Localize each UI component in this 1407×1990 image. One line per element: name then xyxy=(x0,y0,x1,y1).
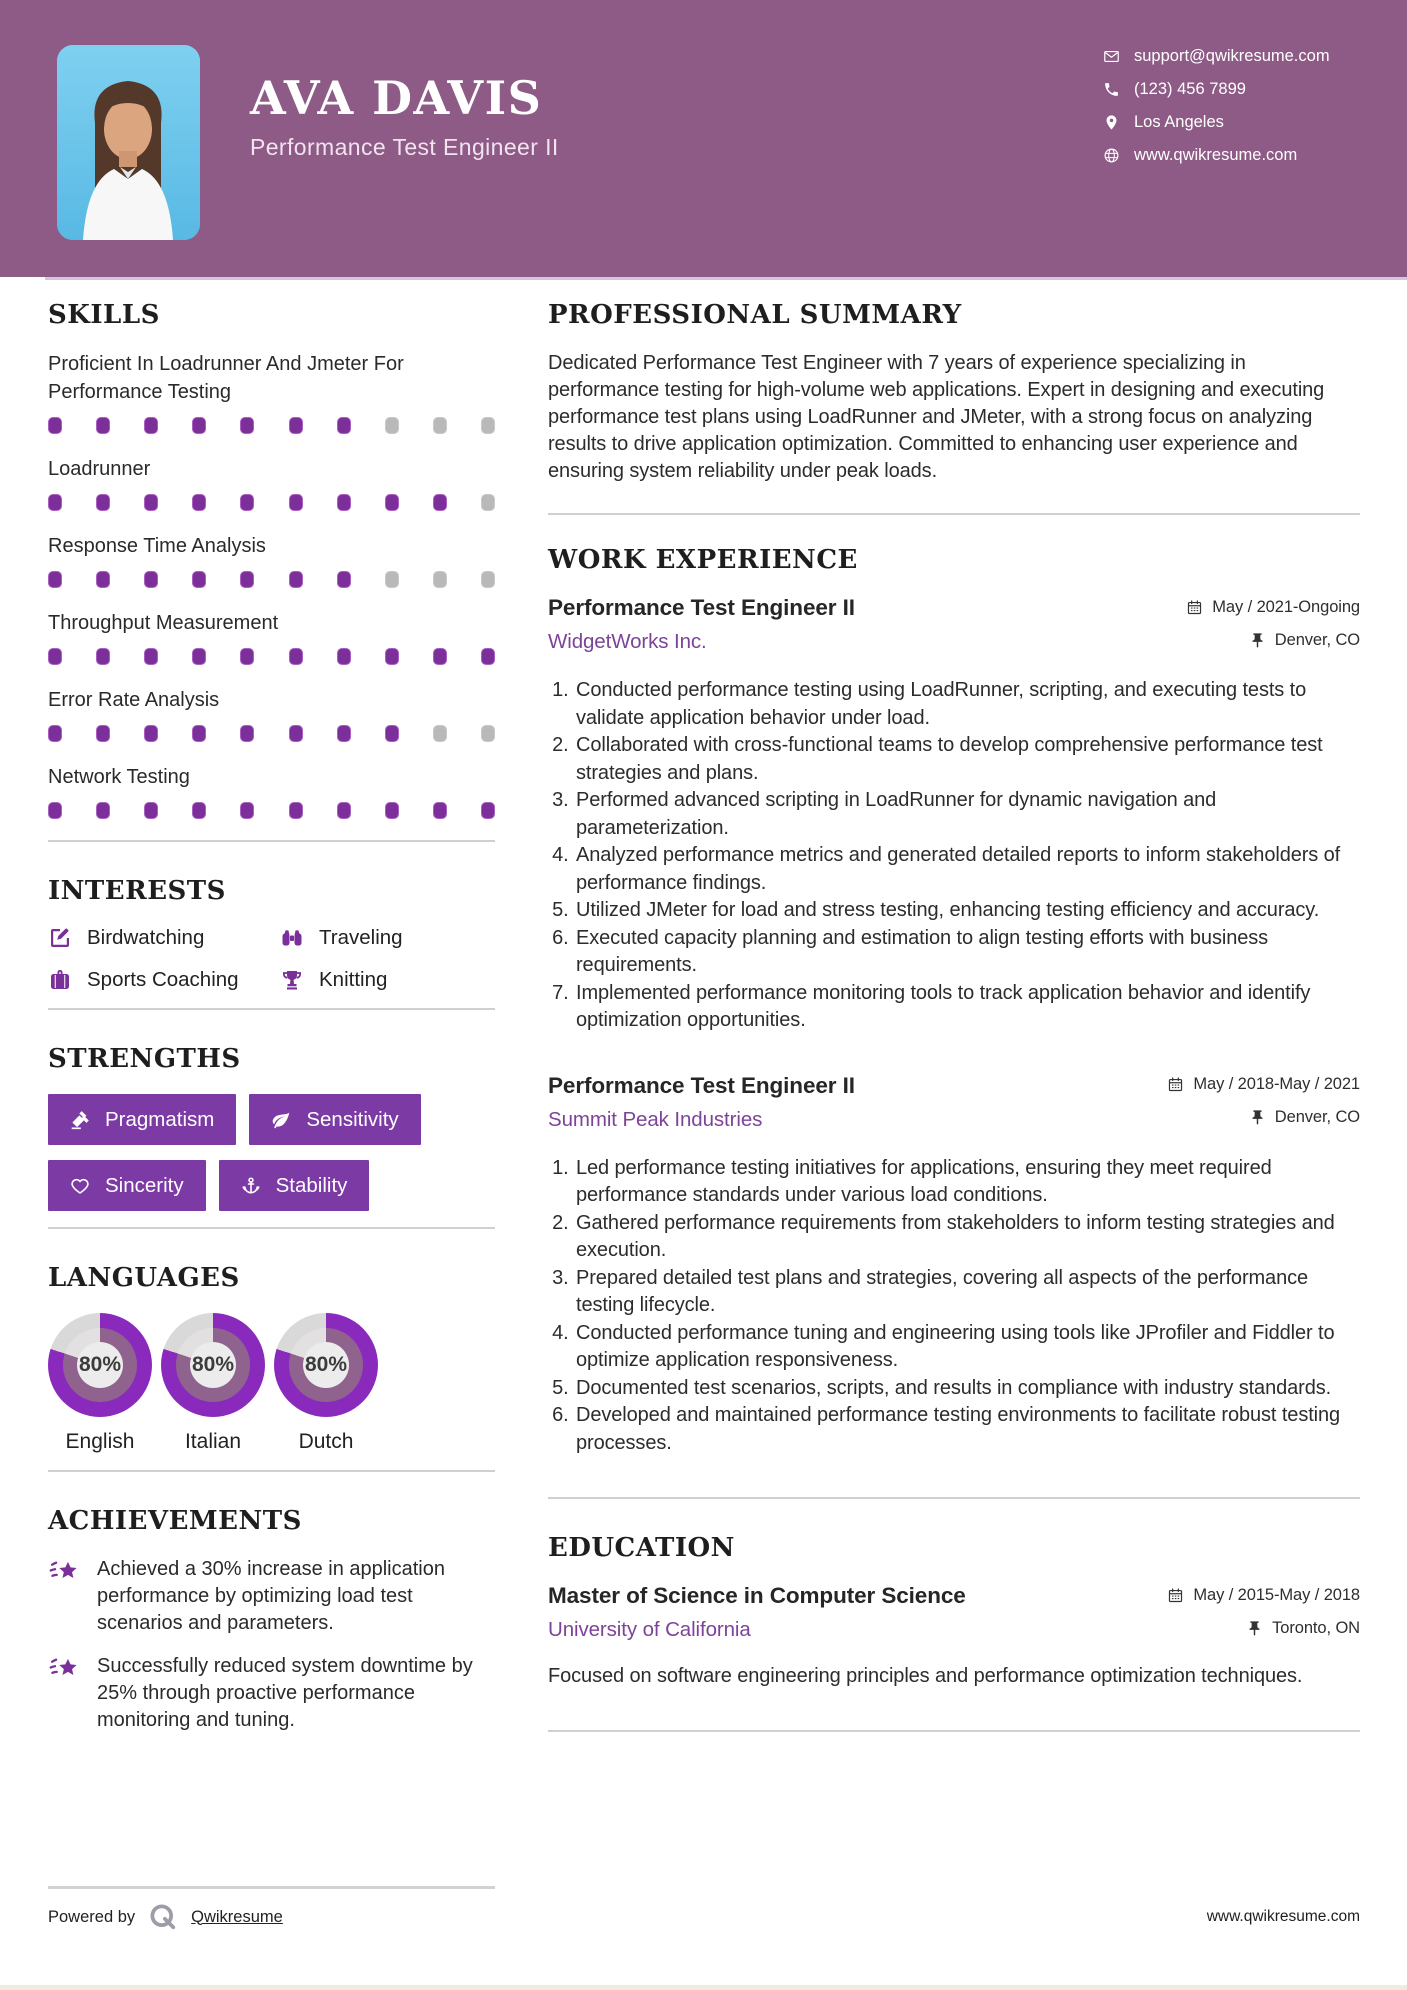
summary-heading: PROFESSIONAL SUMMARY xyxy=(548,300,962,330)
interest-label: Birdwatching xyxy=(87,926,205,949)
strength-label: Sensitivity xyxy=(306,1107,399,1131)
strength-label: Pragmatism xyxy=(105,1107,215,1131)
job-entry xyxy=(548,595,1360,1035)
rating-dot xyxy=(433,648,447,665)
interest-item xyxy=(48,968,280,992)
skill-label: Response Time Analysis xyxy=(48,535,266,557)
powered-by-label: Powered by xyxy=(48,1907,136,1926)
rating-dot xyxy=(433,802,447,819)
rating-dot xyxy=(289,725,303,742)
heart-icon xyxy=(70,1176,90,1196)
contact-text: (123) 456 7899 xyxy=(1134,80,1246,98)
achievements-list xyxy=(48,1556,495,1734)
languages-heading: LANGUAGES xyxy=(48,1263,240,1293)
job-bullet: 1. Conducted performance testing using LoadRunner, scripting, and executing tests to validate application behavior under load. xyxy=(574,677,1360,732)
rating-dot xyxy=(96,494,110,511)
footer-website[interactable]: www.qwikresume.com xyxy=(1206,1908,1360,1925)
skill-rating xyxy=(48,648,495,665)
contact-item[interactable] xyxy=(1103,139,1330,172)
job-head-left xyxy=(548,595,855,654)
divider xyxy=(48,840,495,842)
language-item xyxy=(274,1313,378,1454)
job-title: Performance Test Engineer II xyxy=(548,1072,855,1098)
interest-label: Sports Coaching xyxy=(87,968,239,991)
language-donut-chart xyxy=(274,1313,378,1417)
job-bullet: 2. Collaborated with cross-functional teams to develop comprehensive performance test strategies and plans. xyxy=(574,732,1360,787)
skill-label: Error Rate Analysis xyxy=(48,689,220,711)
language-donut-chart xyxy=(48,1313,152,1417)
candidate-name: AVA DAVIS xyxy=(250,71,543,125)
envelope-icon xyxy=(1103,48,1120,65)
rating-dot xyxy=(240,648,254,665)
rating-dot xyxy=(192,725,206,742)
header xyxy=(0,0,1407,277)
profile-photo-image xyxy=(57,45,200,240)
language-donut-chart xyxy=(161,1313,265,1417)
divider xyxy=(48,1227,495,1229)
school-name[interactable]: University of California xyxy=(548,1618,751,1641)
job-bullet: 4. Analyzed performance metrics and generated detailed reports to inform stakeholders of performance findings. xyxy=(574,842,1360,897)
achievements-heading: ACHIEVEMENTS xyxy=(48,1506,302,1536)
rating-dot xyxy=(48,648,62,665)
interest-label: Traveling xyxy=(319,926,403,949)
strength-label: Stability xyxy=(275,1173,348,1197)
rating-dot xyxy=(192,802,206,819)
rating-dot xyxy=(337,494,351,511)
divider xyxy=(48,1008,495,1010)
interest-item xyxy=(280,926,495,950)
contact-text: support@qwikresume.com xyxy=(1134,47,1330,65)
interest-item xyxy=(280,968,495,992)
briefcase-icon xyxy=(48,968,72,992)
rating-dot xyxy=(96,725,110,742)
rating-dot xyxy=(144,494,158,511)
achievement-item xyxy=(48,1653,495,1734)
rating-dot xyxy=(433,417,447,434)
rating-dot xyxy=(481,802,495,819)
rating-dot xyxy=(337,417,351,434)
phone-icon xyxy=(1103,81,1120,98)
rating-dot xyxy=(240,571,254,588)
language-name: English xyxy=(65,1430,135,1453)
rating-dot xyxy=(96,648,110,665)
calendar-icon xyxy=(1167,1587,1184,1604)
binoculars-icon xyxy=(280,926,304,950)
contact-list xyxy=(1103,40,1330,172)
achievement-text: Successfully reduced system downtime by 25% through proactive performance monitoring and tuning. xyxy=(97,1655,473,1731)
shooting-star-icon xyxy=(48,1557,81,1590)
footer-divider xyxy=(48,1886,495,1889)
job-location: Denver, CO xyxy=(1274,630,1360,649)
skill-item xyxy=(48,686,495,742)
job-location: Denver, CO xyxy=(1274,1108,1360,1126)
skill-rating xyxy=(48,571,495,588)
rating-dot xyxy=(96,571,110,588)
interest-item xyxy=(48,926,280,950)
language-percent: 80% xyxy=(190,1342,236,1388)
rating-dot xyxy=(144,725,158,742)
interest-label: Knitting xyxy=(319,968,388,991)
skill-item xyxy=(48,455,495,511)
language-item xyxy=(48,1313,152,1454)
skill-rating xyxy=(48,802,495,819)
qwikresume-link[interactable]: Qwikresume xyxy=(191,1907,283,1926)
pushpin-icon xyxy=(1246,1620,1263,1637)
skill-label: Throughput Measurement xyxy=(48,612,279,634)
rating-dot xyxy=(385,648,399,665)
skill-label: Network Testing xyxy=(48,766,190,788)
pushpin-icon xyxy=(1249,632,1266,649)
strengths-section xyxy=(48,1044,495,1211)
calendar-icon xyxy=(1167,1076,1184,1093)
divider xyxy=(548,1730,1360,1732)
rating-dot xyxy=(48,494,62,511)
job-bullet: 7. Implemented performance monitoring tools to track application behavior and identify optimization opportunities. xyxy=(574,980,1360,1035)
divider xyxy=(548,513,1360,515)
job-bullet: 3. Prepared detailed test plans and strategies, covering all aspects of the performance testing lifecycle. xyxy=(574,1265,1360,1320)
pushpin-icon xyxy=(1246,1620,1263,1637)
rating-dot xyxy=(481,494,495,511)
skill-rating xyxy=(48,417,495,434)
rating-dot xyxy=(144,571,158,588)
rating-dot xyxy=(96,417,110,434)
education-dates-row xyxy=(1167,1583,1360,1607)
rating-dot xyxy=(385,417,399,434)
rating-dot xyxy=(337,725,351,742)
footer-row xyxy=(48,1902,1360,1932)
job-meta xyxy=(1186,595,1360,661)
summary-text: Dedicated Performance Test Engineer with 7 years of experience specializing in performance testing for high-volume web applications. Expert in designing and executing performance test plans using LoadRunner and JMeter, with a strong focus on analyzing results to drive application optimization. Committed to enhancing user experience and ensuring system reliability under peak loads. xyxy=(548,352,1325,482)
rating-dot xyxy=(337,571,351,588)
rating-dot xyxy=(240,725,254,742)
contact-item xyxy=(1103,106,1330,139)
strengths-list xyxy=(48,1094,495,1211)
rating-dot xyxy=(289,417,303,434)
skill-item xyxy=(48,350,495,434)
strength-badge xyxy=(48,1160,206,1211)
sidebar xyxy=(48,300,495,1750)
education-location: Toronto, ON xyxy=(1272,1618,1360,1637)
job-bullet: 5. Documented test scenarios, scripts, and results in compliance with industry standards. xyxy=(574,1375,1360,1403)
job-head-left xyxy=(548,1073,855,1132)
rating-dot xyxy=(433,571,447,588)
pushpin-icon xyxy=(1249,1109,1266,1126)
interests-list xyxy=(48,926,495,992)
rating-dot xyxy=(192,571,206,588)
rating-dot xyxy=(385,494,399,511)
candidate-job-title: Performance Test Engineer II xyxy=(250,134,559,161)
rating-dot xyxy=(144,648,158,665)
education-description: Focused on software engineering principles and performance optimization techniques. xyxy=(548,1665,1303,1687)
education-section xyxy=(548,1533,1360,1690)
interests-heading: INTERESTS xyxy=(48,876,226,906)
job-head xyxy=(548,1073,1360,1139)
languages-list xyxy=(48,1313,495,1454)
job-bullet-list xyxy=(548,677,1360,1035)
rating-dot xyxy=(192,494,206,511)
job-bullet: 6. Executed capacity planning and estimation to align testing efforts with business requirements. xyxy=(574,925,1360,980)
skill-item xyxy=(48,532,495,588)
rating-dot xyxy=(385,802,399,819)
rating-dot xyxy=(144,802,158,819)
skills-list xyxy=(48,350,495,819)
calendar-icon xyxy=(1186,599,1203,616)
location-pin-icon xyxy=(1103,114,1120,131)
rating-dot xyxy=(240,802,254,819)
rating-dot xyxy=(289,648,303,665)
skill-label: Loadrunner xyxy=(48,458,151,480)
calendar-icon xyxy=(1167,1587,1184,1604)
job-location-row xyxy=(1186,628,1360,652)
job-dates-row xyxy=(1167,1073,1360,1097)
header-underline xyxy=(45,277,1407,280)
powered-by-block xyxy=(48,1902,283,1932)
language-percent: 80% xyxy=(77,1342,123,1388)
rating-dot xyxy=(385,571,399,588)
anchor-icon xyxy=(241,1176,261,1196)
skill-label: Proficient In Loadrunner And Jmeter For Performance Testing xyxy=(48,353,404,403)
rating-dot xyxy=(385,725,399,742)
education-dates: May / 2015-May / 2018 xyxy=(1193,1585,1360,1604)
skill-rating xyxy=(48,725,495,742)
education-meta xyxy=(1167,1583,1360,1649)
rating-dot xyxy=(96,802,110,819)
job-bullet: 4. Conducted performance tuning and engineering using tools like JProfiler and Fiddler to optimize application responsiveness. xyxy=(574,1320,1360,1375)
rating-dot xyxy=(240,417,254,434)
rating-dot xyxy=(289,571,303,588)
shooting-star-icon xyxy=(48,1654,81,1687)
skills-heading: SKILLS xyxy=(48,300,160,330)
rating-dot xyxy=(481,648,495,665)
company-name[interactable]: Summit Peak Industries xyxy=(548,1107,763,1131)
rating-dot xyxy=(481,725,495,742)
job-dates-row xyxy=(1186,595,1360,619)
strength-badge xyxy=(249,1094,420,1145)
qwikresume-logo-icon xyxy=(148,1902,178,1932)
education-location-row xyxy=(1167,1616,1360,1640)
achievement-text: Achieved a 30% increase in application performance by optimizing load test scenarios and parameters. xyxy=(97,1558,445,1634)
rating-dot xyxy=(433,725,447,742)
divider xyxy=(548,1497,1360,1499)
profile-photo xyxy=(57,45,200,240)
rating-dot xyxy=(144,417,158,434)
identity-block xyxy=(250,71,559,161)
rating-dot xyxy=(192,417,206,434)
content xyxy=(48,300,1360,1766)
experience-section xyxy=(548,545,1360,1457)
contact-text: Los Angeles xyxy=(1134,113,1224,131)
rating-dot xyxy=(289,494,303,511)
education-head xyxy=(548,1583,1360,1649)
rating-dot xyxy=(289,802,303,819)
strengths-heading: STRENGTHS xyxy=(48,1044,241,1074)
strength-label: Sincerity xyxy=(105,1173,184,1197)
rating-dot xyxy=(481,571,495,588)
contact-item[interactable] xyxy=(1103,40,1330,73)
contact-text: www.qwikresume.com xyxy=(1134,146,1298,164)
strength-badge xyxy=(219,1160,370,1211)
language-name: Dutch xyxy=(298,1430,354,1453)
company-name[interactable]: WidgetWorks Inc. xyxy=(548,630,707,653)
gavel-icon xyxy=(70,1110,90,1130)
job-head xyxy=(548,595,1360,661)
main-column xyxy=(548,300,1360,1766)
job-meta xyxy=(1167,1073,1360,1139)
job-bullet: 5. Utilized JMeter for load and stress testing, enhancing testing efficiency and accuracy. xyxy=(574,897,1360,925)
rating-dot xyxy=(481,417,495,434)
achievement-item xyxy=(48,1556,495,1637)
job-title: Performance Test Engineer II xyxy=(548,595,855,620)
jobs-list xyxy=(548,595,1360,1457)
interests-section xyxy=(48,876,495,992)
rating-dot xyxy=(337,802,351,819)
summary-section xyxy=(548,300,1360,485)
languages-section xyxy=(48,1263,495,1454)
job-bullet: 1. Led performance testing initiatives for applications, ensuring they meet required performance standards under various load conditions. xyxy=(574,1155,1360,1210)
rating-dot xyxy=(337,648,351,665)
experience-heading: WORK EXPERIENCE xyxy=(548,545,858,575)
job-dates: May / 2021-Ongoing xyxy=(1212,597,1360,616)
rating-dot xyxy=(48,802,62,819)
job-dates: May / 2018-May / 2021 xyxy=(1193,1075,1360,1093)
rating-dot xyxy=(240,494,254,511)
job-bullet: 3. Performed advanced scripting in LoadRunner for dynamic navigation and parameterization. xyxy=(574,787,1360,842)
job-bullet: 2. Gathered performance requirements from stakeholders to inform testing strategies and execution. xyxy=(574,1210,1360,1265)
language-percent: 80% xyxy=(303,1342,349,1388)
skill-item xyxy=(48,609,495,665)
bottom-strip xyxy=(0,1985,1407,1990)
skills-section xyxy=(48,300,495,819)
rating-dot xyxy=(48,725,62,742)
trophy-icon xyxy=(280,968,304,992)
job-bullet-list xyxy=(548,1155,1360,1458)
rating-dot xyxy=(433,494,447,511)
rating-dot xyxy=(192,648,206,665)
skill-item xyxy=(48,763,495,819)
rating-dot xyxy=(48,417,62,434)
job-location-row xyxy=(1167,1106,1360,1130)
leaf-icon xyxy=(271,1110,291,1130)
achievements-section xyxy=(48,1506,495,1734)
globe-icon xyxy=(1103,147,1120,164)
education-left xyxy=(548,1583,966,1642)
rating-dot xyxy=(48,571,62,588)
language-name: Italian xyxy=(184,1430,242,1453)
job-bullet: 6. Developed and maintained performance testing environments to facilitate robust testing processes. xyxy=(574,1402,1360,1457)
pen-square-icon xyxy=(48,926,72,950)
skill-rating xyxy=(48,494,495,511)
language-item xyxy=(161,1313,265,1454)
degree-title: Master of Science in Computer Science xyxy=(548,1583,966,1608)
job-entry xyxy=(548,1073,1360,1458)
strength-badge xyxy=(48,1094,236,1145)
divider xyxy=(48,1470,495,1472)
footer xyxy=(48,1886,1360,1932)
contact-item xyxy=(1103,73,1330,106)
education-heading: EDUCATION xyxy=(548,1533,735,1563)
